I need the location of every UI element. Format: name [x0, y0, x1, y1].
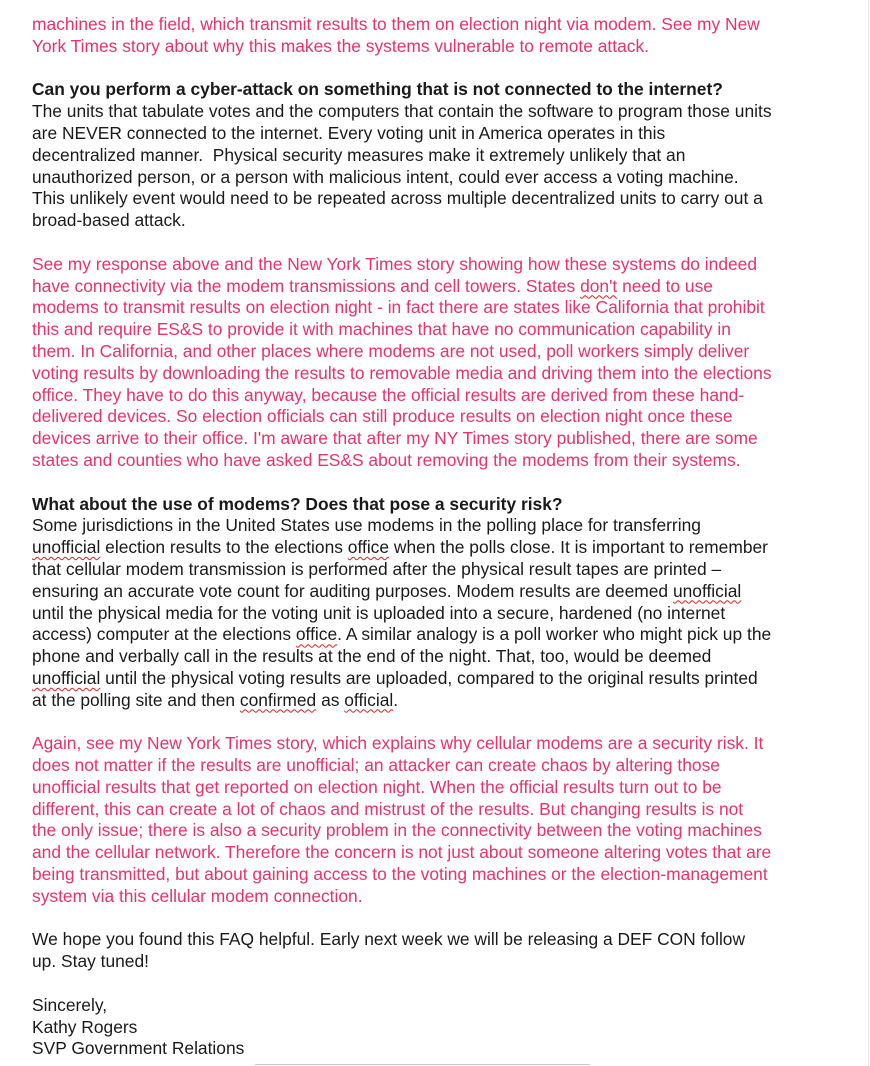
- text-line: This unlikely event would need to be repeated across multiple decentralized units to carry out a: [32, 188, 763, 209]
- text-line: Some jurisdictions in the United States use modems in the polling place for transferring: [32, 515, 701, 536]
- text-line: phone and verbally call in the results at the end of the night. That, too, would be deemed: [32, 646, 712, 667]
- spellcheck-word: unofficial: [32, 537, 101, 558]
- text-line: have connectivity via the modem transmissions and cell towers. States don't need to use: [32, 275, 713, 296]
- text-line: system via this cellular modem connection.: [32, 885, 363, 906]
- spellcheck-word: office: [295, 624, 338, 645]
- text-line: decentralized manner. Physical security measures make it extremely unlikely that an: [32, 144, 686, 165]
- signature-name: Kathy Rogers: [32, 1016, 138, 1037]
- text-line: voting results by downloading the results to removable media and driving them into the elections: [32, 362, 772, 383]
- text-line: does not matter if the results are unofficial; an attacker can create chaos by altering those: [32, 755, 720, 776]
- text-line: until the physical media for the voting unit is uploaded into a secure, hardened (no internet: [32, 602, 726, 623]
- signature-block: [32, 995, 822, 1060]
- text-line: them. In California, and other places where modems are not used, poll workers simply deliver: [32, 340, 750, 361]
- spellcheck-word: unofficial: [672, 580, 742, 601]
- text-line: access) computer at the elections office. A similar analogy is a poll worker who might pick up the: [32, 624, 772, 645]
- text-line: unofficial results that get reported on election night. When the official results turn out to be: [32, 776, 722, 797]
- text-line: states and counties who have asked ES&S about removing the modems from their systems.: [32, 449, 741, 470]
- signature-title: SVP Government Relations: [32, 1038, 245, 1059]
- text-line: Again, see my New York Times story, which explains why cellular modems are a security risk. It: [32, 733, 764, 754]
- response-cyber-attack: [32, 254, 822, 472]
- text-line: and the cellular network. Therefore the concern is not just about someone altering votes that are: [32, 842, 772, 863]
- spellcheck-word: confirmed: [239, 689, 317, 710]
- spellcheck-word: don't: [580, 275, 618, 296]
- response-modems: [32, 733, 822, 907]
- text-line: The units that tabulate votes and the computers that contain the software to program those units: [32, 101, 772, 122]
- text-line: are NEVER connected to the internet. Every voting unit in America operates in this: [32, 122, 666, 143]
- text-line: this and require ES&S to provide it with machines that have no communication capability in: [32, 319, 731, 340]
- text-line: machines in the field, which transmit results to them on election night via modem. See my New: [32, 14, 760, 34]
- text-line: being transmitted, but about gaining access to the voting machines or the election-management: [32, 864, 768, 885]
- text-line: office. They have to do this anyway, because the official results are derived from these hand-: [32, 384, 745, 405]
- faq-question: Can you perform a cyber-attack on something that is not connected to the internet?: [32, 79, 723, 100]
- spellcheck-word: unofficial: [32, 667, 101, 688]
- text-line: unofficial until the physical voting results are uploaded, compared to the original results printed: [32, 667, 758, 688]
- spellcheck-word: office: [347, 537, 390, 558]
- text-line: We hope you found this FAQ helpful. Early next week we will be releasing a DEF CON follow: [32, 929, 746, 950]
- bottom-divider: [255, 1064, 590, 1065]
- text-line: See my response above and the New York Times story showing how these systems do indeed: [32, 253, 758, 274]
- text-line: broad-based attack.: [32, 210, 186, 231]
- faq-question: What about the use of modems? Does that pose a security risk?: [32, 493, 563, 514]
- text-line: that cellular modem transmission is performed after the physical result tapes are printed –: [32, 558, 722, 579]
- text-line: unofficial election results to the elections office when the polls close. It is important to remember: [32, 537, 768, 558]
- document-page: [32, 14, 822, 1060]
- text-line: at the polling site and then confirmed as official.: [32, 689, 399, 710]
- faq-cyber-attack: [32, 79, 822, 232]
- text-line: devices arrive to their office. I'm aware that after my NY Times story published, there are some: [32, 428, 758, 449]
- intro-response: [32, 14, 822, 58]
- closing-paragraph: [32, 929, 822, 973]
- text-line: modems to transmit results on election night - in fact there are states like California that prohibit: [32, 297, 765, 318]
- text-line: delivered devices. So election officials can still produce results on election night once these: [32, 406, 733, 427]
- text-line: different, this can create a lot of chaos and mistrust of the results. But changing results is not: [32, 798, 744, 819]
- text-line: York Times story about why this makes the systems vulnerable to remote attack.: [32, 35, 649, 56]
- text-line: the only issue; there is also a security problem in the connectivity between the voting machines: [32, 820, 762, 841]
- faq-modems: [32, 494, 822, 712]
- spellcheck-word: official: [344, 689, 394, 710]
- text-line: unauthorized person, or a person with malicious intent, could ever access a voting machine.: [32, 166, 739, 187]
- text-line: ensuring an accurate vote count for auditing purposes. Modem results are deemed unofficial: [32, 580, 742, 601]
- signature-salutation: Sincerely,: [32, 994, 108, 1015]
- text-line: up. Stay tuned!: [32, 951, 149, 972]
